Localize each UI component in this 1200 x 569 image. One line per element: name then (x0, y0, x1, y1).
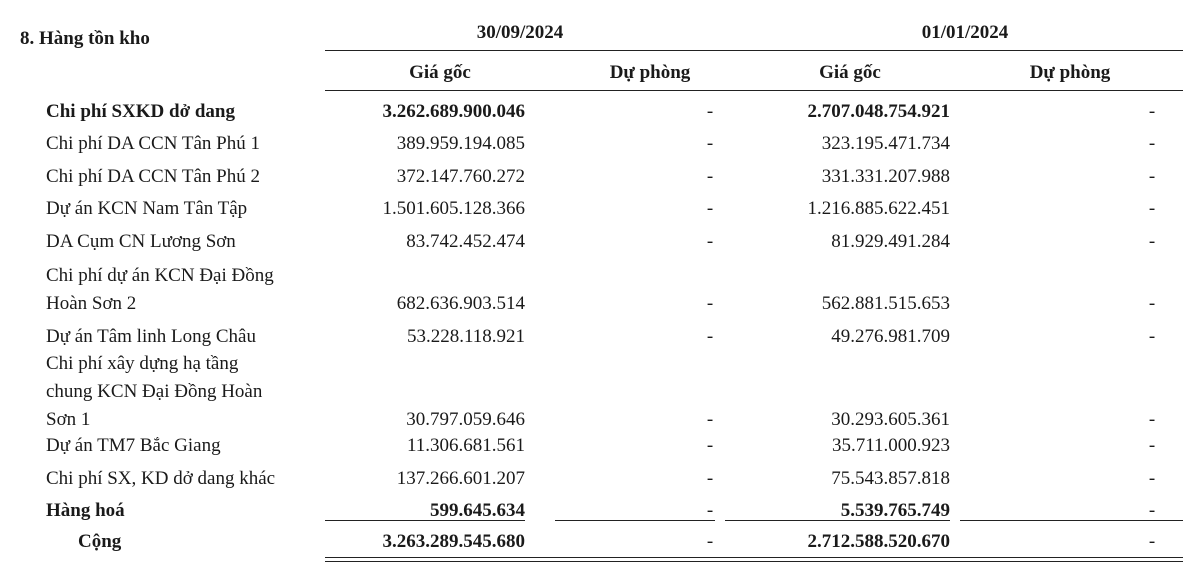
provision-2024-01-cell: - (1148, 468, 1156, 489)
cost-2024-09-cell: 11.306.681.561 (406, 435, 525, 456)
period-underline-2 (725, 50, 1183, 51)
column-header-cost-2: Giá gốc (819, 62, 881, 83)
cost-2024-01-cell: 331.331.207.988 (821, 166, 950, 187)
row-label: Hàng hoá (46, 500, 125, 521)
total-cost-2024-01: 2.712.588.520.670 (807, 531, 950, 552)
row-label-line: Chi phí xây dựng hạ tầng (46, 353, 239, 374)
row-label: Chi phí SXKD dở dang (46, 101, 235, 122)
provision-2024-09-cell: - (706, 409, 714, 430)
cost-2024-09-cell: 137.266.601.207 (396, 468, 525, 489)
row-label: Dự án KCN Nam Tân Tập (46, 198, 248, 219)
provision-2024-09-cell: - (706, 293, 714, 314)
provision-2024-01-cell: - (1148, 500, 1156, 521)
row-label (46, 350, 316, 434)
row-label-line: Chi phí dự án KCN Đại Đồng (46, 265, 274, 286)
subtotal-rule-cost-2 (725, 520, 950, 521)
subtotal-rule-provision-1 (555, 520, 715, 521)
cost-2024-01-cell: 5.539.765.749 (840, 500, 950, 521)
cost-2024-01-cell: 2.707.048.754.921 (807, 101, 950, 122)
cost-2024-01-cell: 35.711.000.923 (831, 435, 950, 456)
provision-2024-01-cell: - (1148, 133, 1156, 154)
total-provision-2024-09: - (706, 531, 714, 552)
period-header-2024-09-30: 30/09/2024 (476, 22, 564, 43)
cost-2024-09-cell: 53.228.118.921 (406, 326, 525, 347)
provision-2024-09-cell: - (706, 326, 714, 347)
provision-2024-01-cell: - (1148, 326, 1156, 347)
cost-2024-09-cell: 30.797.059.646 (406, 409, 525, 430)
cost-2024-01-cell: 81.929.491.284 (831, 231, 950, 252)
total-provision-2024-01: - (1148, 531, 1156, 552)
provision-2024-09-cell: - (706, 198, 714, 219)
provision-2024-01-cell: - (1148, 198, 1156, 219)
provision-2024-09-cell: - (706, 435, 714, 456)
column-header-provision-1: Dự phòng (609, 62, 691, 83)
provision-2024-01-cell: - (1148, 166, 1156, 187)
provision-2024-01-cell: - (1148, 409, 1156, 430)
header-bottom-rule (325, 90, 1183, 91)
subtotal-rule-provision-2 (960, 520, 1183, 521)
provision-2024-01-cell: - (1148, 293, 1156, 314)
period-underline-1 (325, 50, 725, 51)
row-label-line: chung KCN Đại Đồng Hoàn (46, 381, 263, 402)
provision-2024-09-cell: - (706, 133, 714, 154)
provision-2024-01-cell: - (1148, 231, 1156, 252)
provision-2024-09-cell: - (706, 166, 714, 187)
double-rule-top (325, 557, 1183, 558)
provision-2024-09-cell: - (706, 468, 714, 489)
section-title: 8. Hàng tồn kho (20, 28, 150, 49)
provision-2024-01-cell: - (1148, 435, 1156, 456)
row-label: Chi phí SX, KD dở dang khác (46, 468, 276, 489)
cost-2024-01-cell: 1.216.885.622.451 (807, 198, 950, 219)
provision-2024-09-cell: - (706, 500, 714, 521)
cost-2024-01-cell: 562.881.515.653 (821, 293, 950, 314)
column-header-provision-2: Dự phòng (1029, 62, 1111, 83)
row-label: Dự án TM7 Bắc Giang (46, 435, 221, 456)
subtotal-rule-cost-1 (325, 520, 525, 521)
row-label-line: Hoàn Sơn 2 (46, 293, 137, 314)
provision-2024-09-cell: - (706, 231, 714, 252)
row-label: Dự án Tâm linh Long Châu (46, 326, 256, 347)
row-label: Chi phí DA CCN Tân Phú 1 (46, 133, 260, 154)
total-label: Cộng (78, 531, 122, 552)
period-header-2024-01-01: 01/01/2024 (921, 22, 1009, 43)
cost-2024-01-cell: 75.543.857.818 (831, 468, 950, 489)
cost-2024-01-cell: 323.195.471.734 (821, 133, 950, 154)
cost-2024-01-cell: 30.293.605.361 (831, 409, 950, 430)
cost-2024-09-cell: 372.147.760.272 (396, 166, 525, 187)
total-cost-2024-09: 3.263.289.545.680 (382, 531, 525, 552)
cost-2024-09-cell: 1.501.605.128.366 (382, 198, 525, 219)
cost-2024-09-cell: 599.645.634 (430, 500, 525, 521)
row-label: DA Cụm CN Lương Sơn (46, 231, 236, 252)
row-label-line: Sơn 1 (46, 409, 91, 430)
cost-2024-09-cell: 682.636.903.514 (396, 293, 525, 314)
cost-2024-09-cell: 3.262.689.900.046 (382, 101, 525, 122)
double-rule-bottom (325, 561, 1183, 562)
row-label (46, 262, 316, 318)
cost-2024-09-cell: 389.959.194.085 (396, 133, 525, 154)
column-header-cost-1: Giá gốc (409, 62, 471, 83)
row-label: Chi phí DA CCN Tân Phú 2 (46, 166, 260, 187)
provision-2024-09-cell: - (706, 101, 714, 122)
cost-2024-01-cell: 49.276.981.709 (831, 326, 950, 347)
provision-2024-01-cell: - (1148, 101, 1156, 122)
cost-2024-09-cell: 83.742.452.474 (406, 231, 525, 252)
